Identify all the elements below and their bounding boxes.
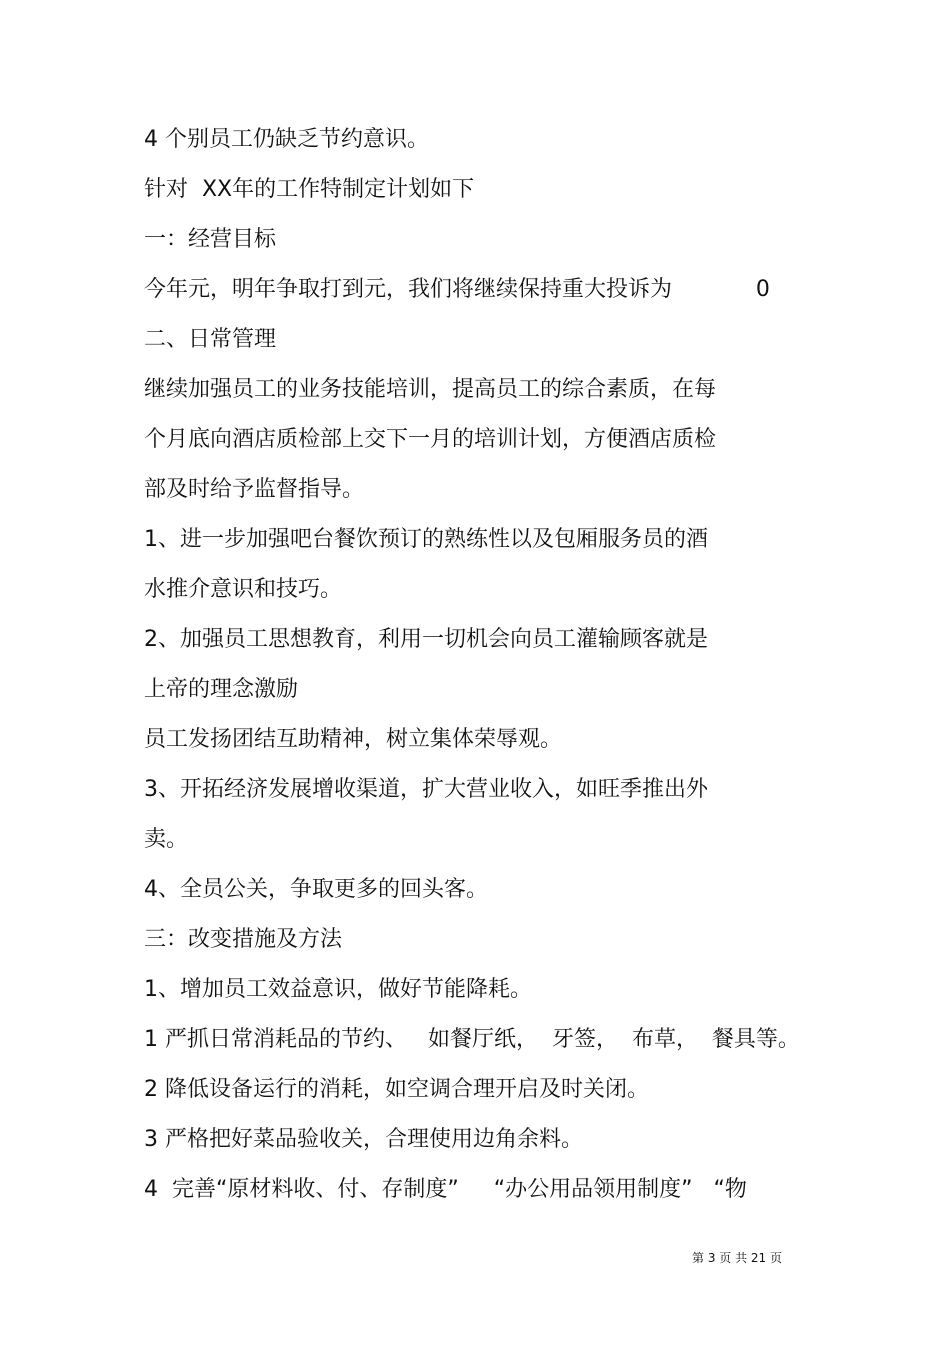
list-item: 1、增加员工效益意识，做好节能降耗。 [144,977,532,1002]
text-line: 上帝的理念激励 [144,677,299,702]
text-line: 针对 XX年的工作特制定计划如下 [144,177,475,202]
list-item: 4 完善“原材料收、付、存制度” “办公用品领用制度” “物 [144,1177,747,1202]
list-item: 1、进一步加强吧台餐饮预订的熟练性以及包厢服务员的酒 [144,527,708,552]
section-heading: 三：改变措施及方法 [144,927,343,952]
list-item: 3、开拓经济发展增收渠道，扩大营业收入，如旺季推出外 [144,777,708,802]
list-item: 2 降低设备运行的消耗，如空调合理开启及时关闭。 [144,1077,649,1102]
list-item: 3 严格把好菜品验收关，合理使用边角余料。 [144,1127,583,1152]
text-line: 个月底向酒店质检部上交下一月的培训计划，方便酒店质检 [144,427,717,452]
text-line: 4 个别员工仍缺乏节约意识。 [144,127,429,152]
section-heading: 二、日常管理 [144,327,277,352]
text-line: 今年元，明年争取打到元，我们将继续保持重大投诉为 0 [144,277,770,302]
text-line: 员工发扬团结互助精神，树立集体荣辱观。 [144,727,563,752]
text-line: 水推介意识和技巧。 [144,577,343,602]
section-heading: 一：经营目标 [144,227,277,252]
list-item: 4、全员公关，争取更多的回头客。 [144,877,488,902]
text-line: 卖。 [144,827,189,852]
list-item: 2、加强员工思想教育，利用一切机会向员工灌输顾客就是 [144,627,708,652]
text-line: 部及时给予监督指导。 [144,477,365,502]
list-item: 1 严抓日常消耗品的节约、 如餐厅纸， 牙签， 布草， 餐具等。 [144,1027,800,1052]
text-line: 继续加强员工的业务技能培训，提高员工的综合素质，在每 [144,377,717,402]
page-number-footer: 第 3 页 共 21 页 [692,1251,782,1265]
